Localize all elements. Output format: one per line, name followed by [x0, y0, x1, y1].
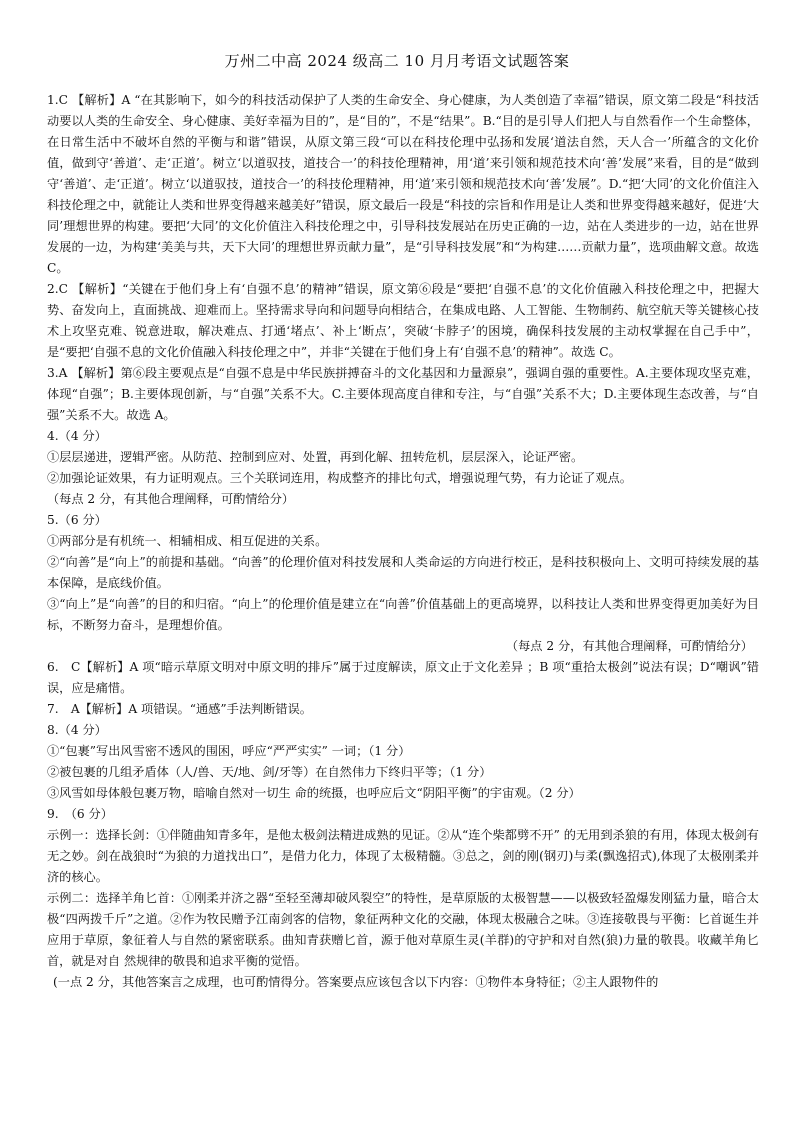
answer-q9-example-1: 示例一：选择长剑：①伴随曲知青多年，是他太极剑法精进成熟的见证。②从“连个柴都劈不开” 的无用到杀狼的有用，体现太极剑有无之妙。剑在战狼时“为狼的力道找出口”，是借力化力，体现了太极精髓。③总之，剑的刚(钢刃)与柔(飘逸招式),体现了太极刚柔并济的核心。 — [47, 828, 759, 884]
answer-q9-heading: 9. （6 分） — [47, 807, 113, 821]
answer-q2: 2.C 【解析】“关键在于他们身上有‘自强不息’的精神”错误，原文第⑥段是“要把‘自强不息’的文化价值融入科技伦理之中，把握大势、奋发向上，直面挑战、迎难而上。坚持需求导向和问题导向相结合，在集成电路、人工智能、生物制药、航空航天等关键核心技术上攻坚克难、锐意进取，解决难点、打通‘堵点’、补上‘断点’，突破‘卡脖子’的困境，确保科技发展的主动权掌握在自己手中”，是“要把‘自强不息的文化价值融入科技伦理之中”，并非“关键在于他们身上有‘自强不息’的精神”。故选 C。 — [47, 282, 759, 359]
answer-q9-scoring-note: (一点 2 分，其他答案言之成理，也可酌情得分。答案要点应该包含以下内容：①物件本身特征；②主人跟物件的 — [53, 975, 659, 989]
answer-q9-example-2: 示例二：选择羊角匕首：①刚柔并济之器“至轻至薄却破风裂空”的特性，是草原版的太极智慧——以极致轻盈爆发刚猛力量，暗合太极“四两拨千斤”之道。②作为牧民赠予江南剑客的信物，象征两种文化的交融，体现太极融合之味。③连接敬畏与平衡：匕首诞生并应用于草原，象征着人与自然的紧密联系。曲知青获赠匕首，源于他对草原生灵(羊群)的守护和对自然(狼)力量的敬畏。收藏羊角匕首，就是对自 然规律的敬畏和追求平衡的觉悟。 — [47, 891, 759, 968]
answer-q4-point-1: ①层层递进，逻辑严密。从防范、控制到应对、处置，再到化解、扭转危机，层层深入，论证严密。 — [47, 450, 584, 464]
answer-q8-point-2: ②被包裹的几组矛盾体（人/兽、天/地、剑/牙等）在自然伟力下终归平等；（1 分） — [47, 765, 492, 779]
answer-q8-point-3: ③风雪如母体般包裹万物，暗喻自然对一切生 命的统摄，也呼应后文“阴阳平衡”的宇宙观。（2 分） — [47, 786, 581, 800]
answer-q5-point-1: ①两部分是有机统一、相辅相成、相互促进的关系。 — [47, 534, 328, 548]
answer-q5-point-3: ③“向上”是“向善”的目的和归宿。“向上”的伦理价值是建立在“向善”价值基础上的更高境界，以科技让人类和世界变得更加美好为目标，不断努力奋斗，是理想价值。 — [47, 597, 759, 632]
answer-q4-heading: 4.（4 分） — [47, 429, 107, 443]
answer-q8-heading: 8.（4 分） — [47, 723, 107, 737]
answer-q7: 7. A【解析】A 项错误。“通感”手法判断错误。 — [47, 702, 312, 716]
answer-q5-point-2: ②“向善”是“向上”的前提和基础。“向善”的伦理价值对科技发展和人类命运的方向进行校正，是科技积极向上、文明可持续发展的基本保障，是底线价值。 — [47, 555, 759, 590]
answer-q4-scoring-note: （每点 2 分，有其他合理阐释，可酌情给分） — [47, 492, 295, 506]
page-title: 万州二中高 2024 级高二 10 月月考语文试题答案 — [224, 52, 570, 70]
answer-q5-scoring-note: （每点 2 分，有其他合理阐释，可酌情给分） — [505, 639, 753, 653]
answer-body — [47, 90, 759, 993]
answer-q4-point-2: ②加强论证效果，有力证明观点。三个关联词连用，构成整齐的排比句式，增强说理气势，有力论证了观点。 — [47, 471, 632, 485]
answer-q3: 3.A 【解析】第⑥段主要观点是“自强不息是中华民族拼搏奋斗的文化基因和力量源泉”，强调自强的重要性。A.主要体现攻坚克难，体现“自强”；B.主要体现创新，与“自强”关系不大。C.主要体现高度自律和专注，与“自强”关系不大；D.主要体现生态改善，与“自强”关系不大。故选 A。 — [47, 366, 759, 422]
answer-q5-heading: 5.（6 分） — [47, 513, 107, 527]
answer-q1: 1.C 【解析】A “在其影响下，如今的科技活动保护了人类的生命安全、身心健康，为人类创造了幸福”错误，原文第二段是“科技活动要以人类的生命安全、身心健康、美好幸福为目的”，是“目的”，不是“结果”。B.“目的是引导人们把人与自然看作一个生命整体，在日常生活中不破坏自然的平衡与和谐”错误，从原文第三段“可以在科技伦理中弘扬和发展‘道法自然，天人合一’所蕴含的文化价值，做到守‘善道’、走‘正道’。树立‘以道驭技，道技合一’的科技伦理精神，用‘道’来引领和规范技术向‘善’发展”来看，目的是“做到守‘善道’、走‘正道’。树立‘以道驭技，道技合一’的科技伦理精神，用‘道’来引领和规范技术向‘善’发展”。D.“把‘大同’的文化价值注入科技伦理之中，就能让人类和世界变得越来越美好”错误，原文最后一段是“科技的宗旨和作用是让人类和世界变得越来越好，促进‘大同’理想世界的构建。要把‘大同’的文化价值注入科技伦理之中，引导科技发展站在历史正确的一边，站在人类进步的一边，站在世界发展的一边，为构建‘美美与共，天下大同’的理想世界贡献力量”，是“引导科技发展”和“为构建……贡献力量”，选项曲解文意。故选 C。 — [47, 93, 759, 275]
answer-q6: 6. C【解析】A 项“暗示草原文明对中原文明的排斥”属于过度解读，原文止于文化差异 ；B 项“重拾太极剑”说法有误；D“嘲讽”错误，应是痛惜。 — [47, 660, 759, 695]
answer-q8-point-1: ①“包裹”写出风雪密不透风的围困，呼应“严严实实” 一词；（1 分） — [47, 744, 411, 758]
